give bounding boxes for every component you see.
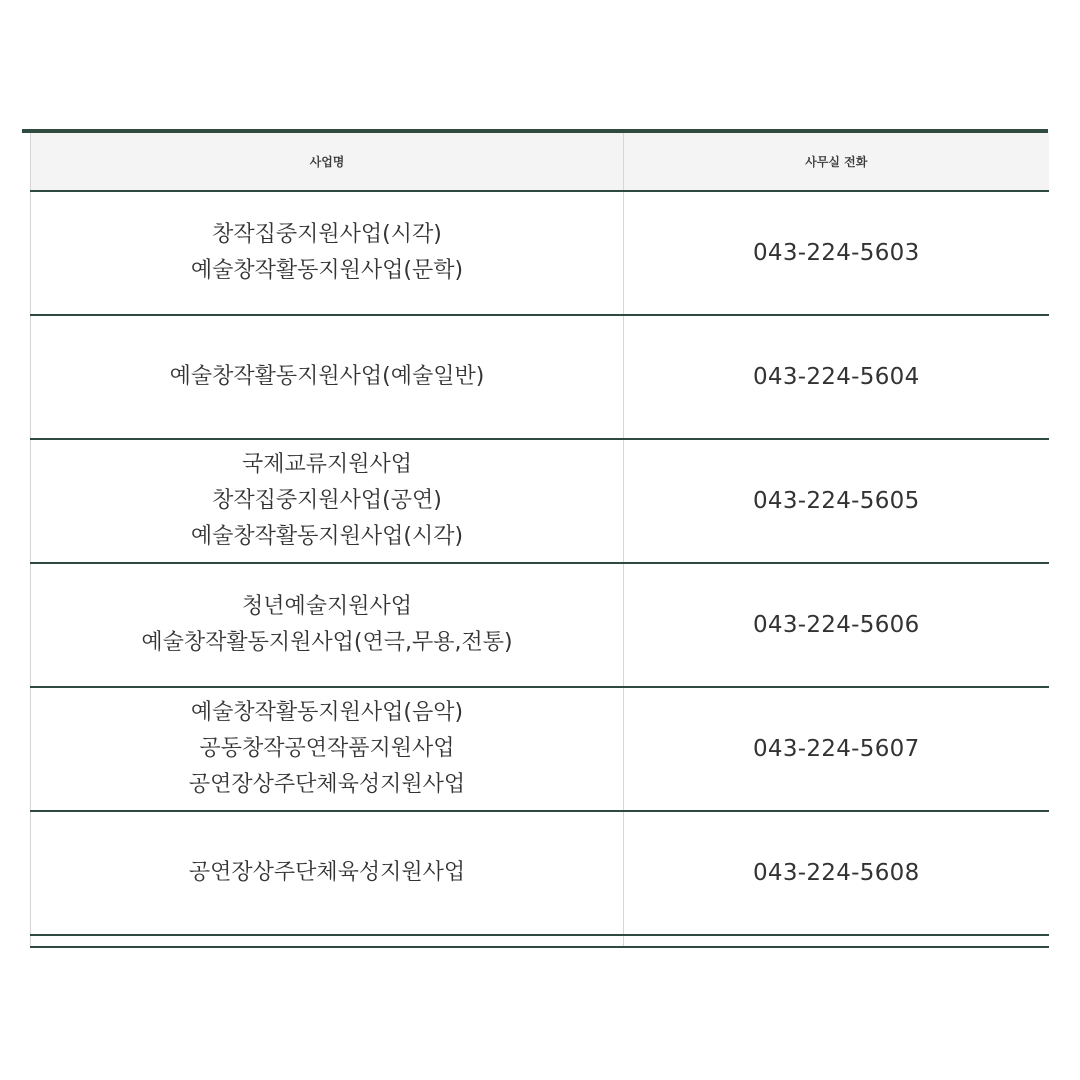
table-row bbox=[31, 439, 1049, 563]
table-row bbox=[31, 811, 1049, 935]
table-row bbox=[31, 563, 1049, 687]
program-name: 예술창작활동지원사업(문학) bbox=[190, 258, 464, 283]
table-row bbox=[31, 191, 1049, 315]
header-office-phone: 사무실 전화 bbox=[624, 133, 1049, 191]
table-row bbox=[31, 315, 1049, 439]
program-name: 국제교류지원사업 bbox=[241, 452, 413, 477]
program-name: 공연장상주단체육성지원사업 bbox=[188, 860, 466, 885]
program-name: 예술창작활동지원사업(연극,무용,전통) bbox=[141, 630, 513, 655]
program-name: 예술창작활동지원사업(시각) bbox=[190, 524, 464, 549]
program-name: 예술창작활동지원사업(음악) bbox=[190, 700, 464, 725]
header-program-name: 사업명 bbox=[31, 133, 624, 191]
table-body bbox=[31, 191, 1049, 947]
program-name: 창작집중지원사업(공연) bbox=[212, 488, 442, 513]
program-name-cell bbox=[31, 315, 624, 439]
program-contact-table bbox=[30, 133, 1049, 948]
office-phone: 043-224-5603 bbox=[624, 191, 1049, 315]
empty-cell bbox=[624, 935, 1049, 947]
program-name-cell bbox=[31, 439, 624, 563]
program-name-cell bbox=[31, 811, 624, 935]
program-name-cell bbox=[31, 563, 624, 687]
table-bottom-strip bbox=[31, 935, 1049, 947]
table-row bbox=[31, 687, 1049, 811]
office-phone: 043-224-5606 bbox=[624, 563, 1049, 687]
empty-cell bbox=[31, 935, 624, 947]
office-phone: 043-224-5608 bbox=[624, 811, 1049, 935]
program-name: 청년예술지원사업 bbox=[241, 594, 413, 619]
program-name: 공동창작공연작품지원사업 bbox=[199, 736, 455, 761]
program-name: 공연장상주단체육성지원사업 bbox=[188, 772, 466, 797]
table-header-row bbox=[31, 133, 1049, 191]
program-name-cell bbox=[31, 191, 624, 315]
office-phone: 043-224-5604 bbox=[624, 315, 1049, 439]
office-phone: 043-224-5605 bbox=[624, 439, 1049, 563]
program-name-cell bbox=[31, 687, 624, 811]
program-name: 창작집중지원사업(시각) bbox=[212, 222, 442, 247]
program-name: 예술창작활동지원사업(예술일반) bbox=[169, 364, 485, 389]
office-phone: 043-224-5607 bbox=[624, 687, 1049, 811]
